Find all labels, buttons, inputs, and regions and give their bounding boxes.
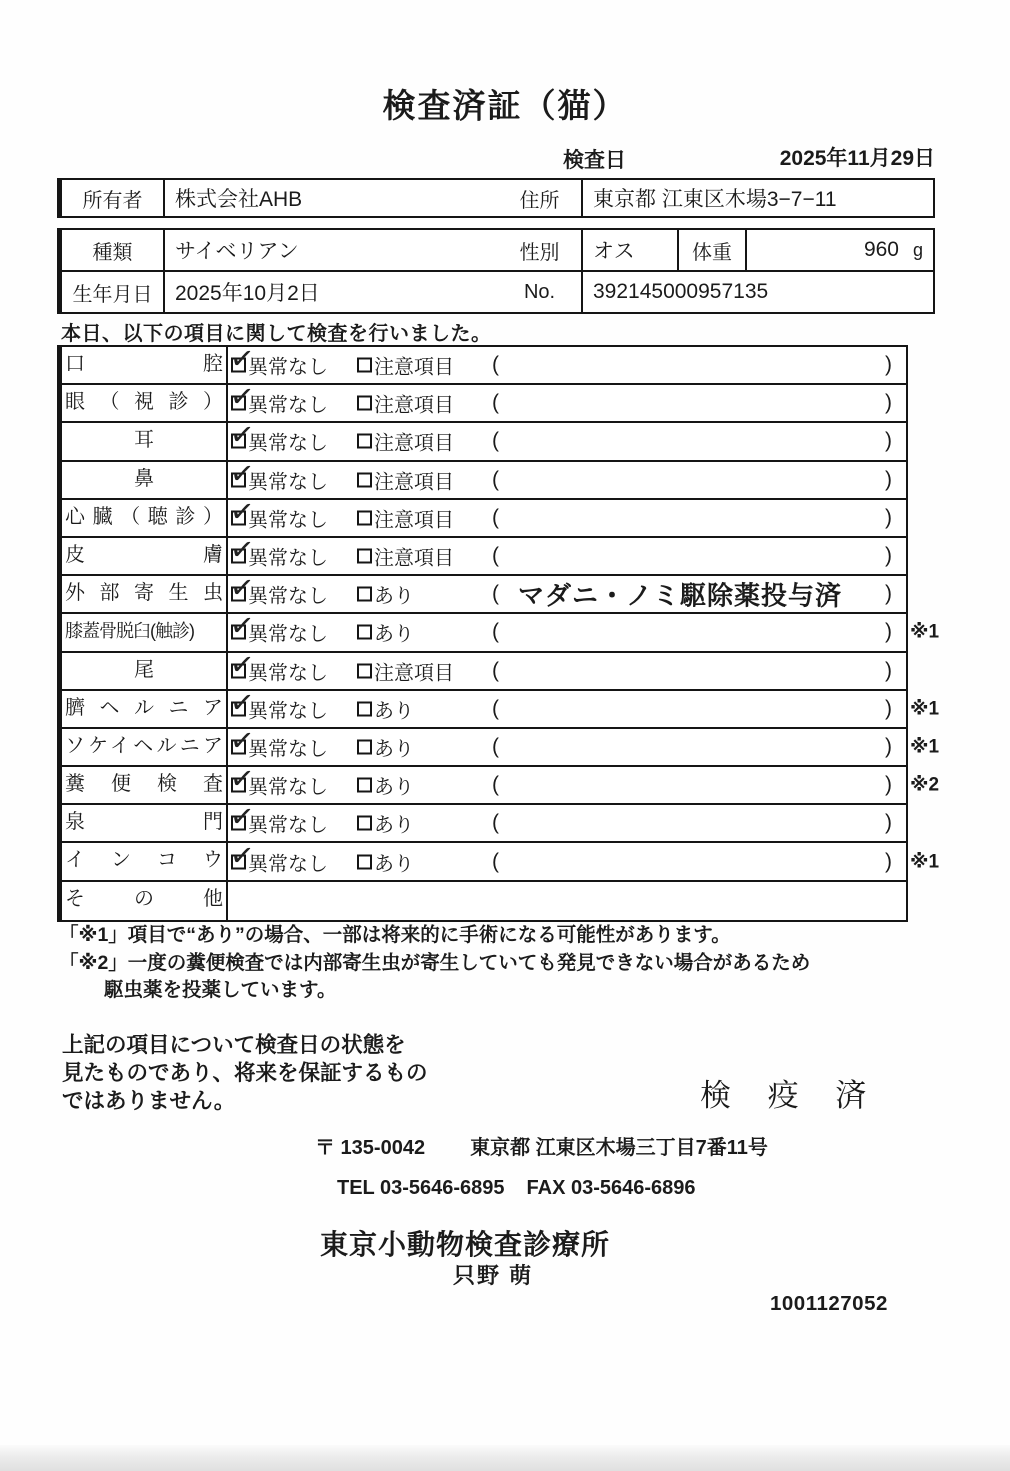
paren-open: ( [492,429,499,453]
birthdate-label: 生年月日 [62,272,165,312]
paren-close: ) [885,353,892,377]
check-mark-icon: ✓ [228,533,256,568]
checkbox-unchecked-icon[interactable] [357,739,372,754]
owner-value: 株式会社AHB [175,188,303,211]
exam-row-content [228,724,906,765]
exam-item-label: 心臓（聴診） [62,500,228,536]
secondary-option-label: 注意項目 [374,432,454,455]
page-title: 検査済証（猫） [382,87,628,124]
no-abnormality-option [228,380,328,418]
check-mark-icon: ✓ [228,342,256,377]
exam-item-label: 皮膚 [62,538,228,574]
checkbox-unchecked-icon[interactable] [357,854,372,869]
check-mark-icon: ✓ [228,495,256,530]
no-abnormality-label: 異常なし [248,700,328,723]
checkbox-unchecked-icon[interactable] [357,701,372,716]
no-abnormality-label: 異常なし [248,853,328,876]
exam-row-content [228,609,906,650]
fax-number: FAX 03-5646-6896 [526,1177,696,1199]
exam-table-row [62,571,906,614]
weight-unit: g [912,239,923,260]
checkbox-checked-icon[interactable] [228,800,256,836]
no-abnormality-option [228,647,328,685]
exam-table-row [62,533,906,576]
exam-row-content [228,800,906,841]
inspection-date-value: 2025年11月29日 [779,147,935,170]
no-abnormality-label: 異常なし [248,585,328,608]
checkbox-checked-icon[interactable] [228,533,256,568]
no-abnormality-label: 異常なし [248,356,328,379]
exam-item-label: 外部寄生虫 [62,576,228,612]
no-abnormality-label: 異常なし [248,432,328,455]
birthdate-value: 2025年10月2日 [175,282,320,305]
paren-close: ) [885,811,892,835]
breed-label: 種類 [62,230,165,270]
no-abnormality-option [228,686,328,723]
secondary-option [357,427,454,456]
sex-label: 性別 [498,230,583,270]
paren-close: ) [885,696,892,720]
secondary-option [357,847,414,876]
weight-label: 体重 [677,230,747,270]
weight-value: 960 [863,238,899,261]
address-value: 東京都 江東区木場3−7−11 [593,188,837,211]
footnotes-block [59,922,959,1005]
checkbox-checked-icon[interactable] [228,342,256,377]
check-mark-icon: ✓ [228,380,256,415]
secondary-option [357,771,414,800]
exam-row-content [228,762,906,803]
no-abnormality-option [228,800,328,838]
tel-number: TEL 03-5646-6895 [337,1177,505,1199]
no-abnormality-label: 異常なし [248,776,328,799]
no-abnormality-option [228,724,328,761]
street-address: 東京都 江東区木場三丁目7番11号 [470,1137,768,1159]
checkbox-checked-icon[interactable] [228,686,256,721]
footnote-marker: ※1 [910,621,940,643]
no-abnormality-option [228,342,328,380]
exam-table-row [62,800,906,843]
secondary-option-label: 注意項目 [374,394,454,417]
paren-close: ) [885,849,892,873]
disclaimer-line-3: ではありません。 [62,1089,236,1113]
exam-table-row [62,724,940,767]
footnote-1: 「※1」項目で“あり”の場合、一部は将来的に手術になる可能性があります。 [59,924,731,946]
no-abnormality-label: 異常なし [248,662,328,685]
no-abnormality-option [228,762,328,800]
exam-table-row [62,882,906,920]
secondary-option [357,809,414,838]
footnote-2: 「※2」一度の糞便検査では内部寄生虫が寄生していても発見できない場合があるため [59,951,811,974]
secondary-option-label: あり [374,814,414,837]
check-mark-icon: ✓ [228,838,256,874]
veterinarian-name: 只野 萌 [453,1263,534,1288]
check-mark-icon: ✓ [228,571,256,606]
checkbox-unchecked-icon[interactable] [357,625,372,640]
checkbox-checked-icon[interactable] [228,418,256,454]
paren-open: ( [492,353,499,377]
secondary-option [357,618,414,647]
checkbox-checked-icon[interactable] [228,762,256,797]
footnote-marker: ※2 [910,774,940,796]
no-abnormality-option [228,533,328,571]
checkbox-checked-icon[interactable] [228,380,256,415]
breed-value: サイベリアン [175,240,299,263]
secondary-option-label: 注意項目 [374,662,454,685]
no-abnormality-option [228,838,328,876]
exam-row-content [228,686,906,727]
exam-item-label: インコウ [62,843,228,879]
secondary-option-label: あり [374,623,414,646]
footnote-2-continued: 駆虫薬を投薬しています。 [104,979,337,1001]
check-mark-icon: ✓ [228,647,256,683]
no-abnormality-label: 異常なし [248,738,328,761]
exam-row-content [228,418,906,459]
secondary-option-label: 注意項目 [374,471,454,494]
paren-open: ( [492,658,499,682]
paren-close: ) [885,734,892,758]
secondary-option [357,389,454,418]
secondary-option-label: あり [374,738,414,761]
exam-table-row [62,456,906,500]
paren-close: ) [885,429,892,453]
checkbox-unchecked-icon[interactable] [357,396,372,411]
paren-close: ) [885,467,892,491]
check-mark-icon: ✓ [228,686,256,721]
no-abnormality-label: 異常なし [248,394,328,417]
secondary-option [357,542,454,571]
checkbox-checked-icon[interactable] [228,495,256,530]
quarantine-passed-stamp: 検 疫 済 [700,1078,881,1113]
checkbox-checked-icon[interactable] [228,647,256,683]
weight-value-cell [747,230,933,270]
exam-item-label: 臍ヘルニア [62,691,228,727]
owner-label: 所有者 [62,180,165,216]
checkbox-unchecked-icon[interactable] [357,472,372,487]
exam-checklist-table [57,342,940,922]
exam-table-row [62,647,906,691]
checkbox-unchecked-icon[interactable] [357,358,372,373]
paren-open: ( [492,696,499,720]
paren-close: ) [885,582,892,606]
microchip-no-value: 392145000957135 [593,280,769,303]
checkbox-unchecked-icon[interactable] [357,549,372,564]
microchip-no-label: No. [498,272,583,312]
check-mark-icon: ✓ [228,724,256,759]
exam-item-label: 口腔 [62,347,228,383]
exam-table-row [62,838,940,881]
remarks-text: マダニ・ノミ駆除薬投与済 [518,580,843,611]
secondary-option-label: 注意項目 [374,509,454,532]
exam-row-content [228,380,906,421]
clinic-address-line [315,1131,768,1160]
exam-item-label: 尾 [62,653,228,689]
exam-row-content [228,533,906,574]
paren-close: ) [885,544,892,568]
exam-item-label: 鼻 [62,462,228,498]
paren-open: ( [492,467,499,491]
exam-row-content [228,882,906,920]
secondary-option-label: あり [374,853,414,876]
secondary-option [357,732,414,761]
checkbox-unchecked-icon[interactable] [357,434,372,449]
no-abnormality-label: 異常なし [248,623,328,646]
check-mark-icon: ✓ [228,456,256,492]
paren-close: ) [885,658,892,682]
secondary-option-label: あり [374,700,414,723]
secondary-option [357,656,454,685]
secondary-option-label: 注意項目 [374,356,454,379]
inspection-date-label: 検査日 [563,149,626,172]
exam-item-label: その他 [62,882,228,920]
disclaimer-paragraph [62,1031,428,1115]
exam-table-row [62,342,906,385]
birth-number-row [62,272,933,312]
exam-item-label: 眼（視診） [62,385,228,421]
postal-code: 〒 135-0042 [315,1137,426,1159]
clinic-name: 東京小動物検査診療所 [320,1229,611,1260]
no-abnormality-option [228,418,328,456]
document-serial-number: 1001127052 [770,1292,888,1315]
paren-close: ) [885,391,892,415]
exam-item-label: 糞便検査 [62,767,228,803]
secondary-option-label: あり [374,776,414,799]
checkbox-checked-icon[interactable] [228,609,256,645]
no-abnormality-label: 異常なし [248,509,328,532]
intro-statement: 本日、以下の項目に関して検査を行いました。 [61,323,492,345]
checkbox-checked-icon[interactable] [228,456,256,492]
no-abnormality-label: 異常なし [248,547,328,570]
secondary-option [357,351,454,380]
owner-table [57,178,935,218]
paren-open: ( [492,582,499,606]
exam-table-row [62,418,906,461]
exam-table-row [62,762,940,805]
breed-sex-weight-row [62,230,933,272]
no-abnormality-option [228,571,328,609]
no-abnormality-option [228,609,328,647]
paren-open: ( [492,391,499,415]
paren-close: ) [885,620,892,644]
secondary-option [357,580,414,609]
paren-close: ) [885,505,892,529]
paren-open: ( [492,505,499,529]
paren-open: ( [492,849,499,873]
sex-value: オス [593,240,635,263]
paren-close: ) [885,773,892,797]
check-mark-icon: ✓ [228,800,256,836]
check-mark-icon: ✓ [228,762,256,797]
scan-edge-shadow [0,1445,1010,1471]
paren-open: ( [492,773,499,797]
exam-table-row [62,609,940,652]
exam-table-row [62,380,906,423]
exam-item-label: 耳 [62,423,228,459]
secondary-option [357,503,454,532]
exam-item-label: 膝蓋骨脱臼(触診) [62,614,228,650]
no-abnormality-label: 異常なし [248,471,328,494]
checkbox-unchecked-icon[interactable] [357,816,372,831]
paren-open: ( [492,811,499,835]
exam-row-content [228,495,906,536]
exam-row-content [228,647,906,689]
paren-open: ( [492,544,499,568]
secondary-option-label: 注意項目 [374,547,454,570]
checkbox-checked-icon[interactable] [228,724,256,759]
secondary-option [357,465,454,494]
checkbox-unchecked-icon[interactable] [357,510,372,525]
address-label: 住所 [498,180,583,216]
no-abnormality-option [228,456,328,494]
check-mark-icon: ✓ [228,609,256,645]
secondary-option [357,694,414,723]
secondary-option-label: あり [374,585,414,608]
no-abnormality-label: 異常なし [248,814,328,837]
checkbox-unchecked-icon[interactable] [357,587,372,602]
exam-row-content [228,571,906,612]
checkbox-checked-icon[interactable] [228,571,256,606]
clinic-phone-line [337,1177,696,1200]
paren-open: ( [492,734,499,758]
exam-row-content [228,838,906,879]
checkbox-unchecked-icon[interactable] [357,663,372,678]
paren-open: ( [492,620,499,644]
exam-row-content [228,342,906,383]
exam-item-label: ソケイヘルニア [62,729,228,765]
disclaimer-line-1: 上記の項目について検査日の状態を [62,1033,406,1057]
exam-row-content [228,456,906,498]
checkbox-unchecked-icon[interactable] [357,778,372,793]
footnote-marker: ※1 [910,736,940,758]
footnote-marker: ※1 [910,851,940,873]
no-abnormality-option [228,495,328,532]
pet-info-table [57,228,935,314]
exam-table-row [62,686,940,729]
exam-table-row [62,495,906,538]
disclaimer-line-2: 見たものであり、将来を保証するもの [62,1061,428,1085]
exam-item-label: 泉門 [62,805,228,841]
footnote-marker: ※1 [910,698,940,720]
check-mark-icon: ✓ [228,418,256,454]
checkbox-checked-icon[interactable] [228,838,256,874]
